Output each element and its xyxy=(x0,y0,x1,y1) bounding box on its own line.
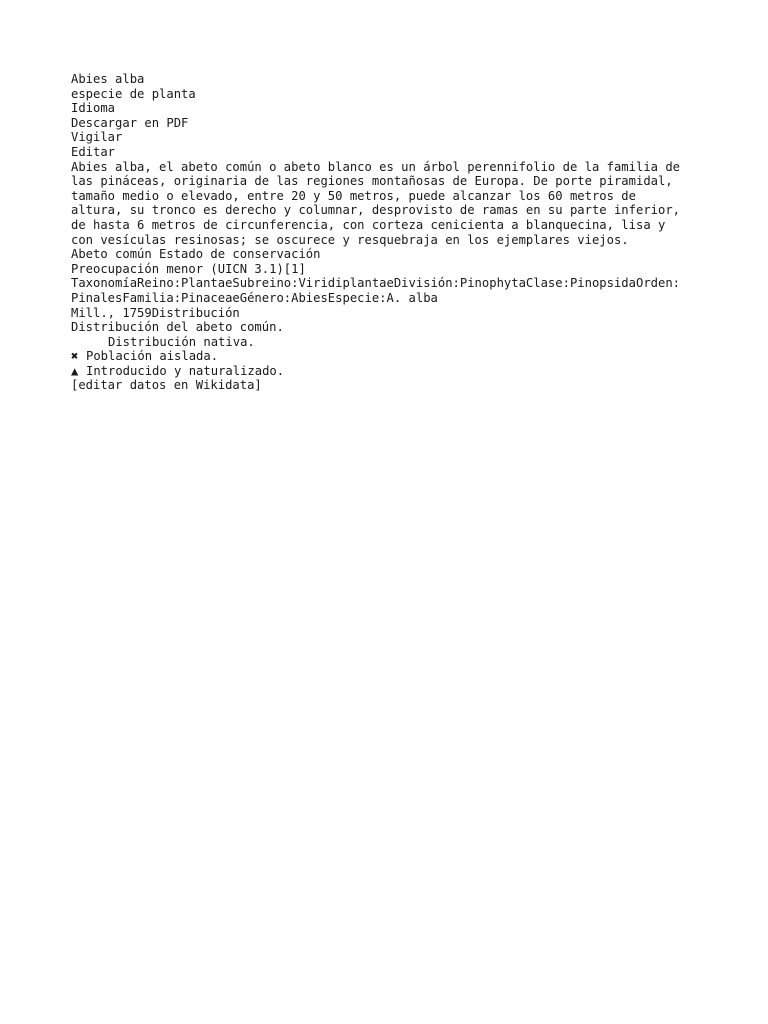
distribution-caption: Distribución del abeto común. xyxy=(71,320,284,335)
taxonomy-line: TaxonomíaReino:PlantaeSubreino:ViridiplantaeDivisión:PinophytaClase:PinopsidaOrden: xyxy=(71,276,681,291)
taxonomy-line: PinalesFamilia:PinaceaeGénero:AbiesEspecie:A. alba xyxy=(71,290,438,305)
legend-isolated xyxy=(71,349,721,364)
triangle-icon: ▲ xyxy=(71,363,79,378)
language-button[interactable]: Idioma xyxy=(71,101,116,116)
intro-line: altura, su tronco es derecho y columnar, desprovisto de ramas en su parte inferior, xyxy=(71,203,681,218)
conservation-status: Preocupación menor (UICN 3.1)[1] xyxy=(71,261,306,276)
legend-native: Distribución nativa. xyxy=(108,334,255,349)
intro-line: con vesículas resinosas; se oscurece y resquebraja en los ejemplares viejos. xyxy=(71,232,629,247)
cross-icon: ✖ xyxy=(71,349,79,364)
page-title: Abies alba xyxy=(71,72,145,86)
page-subtitle: especie de planta xyxy=(71,86,196,101)
infobox-common-name: Abeto común Estado de conservación xyxy=(71,247,321,262)
infobox xyxy=(71,247,721,320)
intro-line: tamaño medio o elevado, entre 20 y 50 metros, puede alcanzar los 60 metros de xyxy=(71,188,636,203)
edit-wikidata-link[interactable]: [editar datos en Wikidata] xyxy=(71,378,262,393)
distribution-legend xyxy=(71,320,721,378)
download-pdf-link[interactable]: Descargar en PDF xyxy=(71,115,189,130)
intro-paragraph xyxy=(71,160,721,248)
article xyxy=(71,72,721,393)
taxonomy-authority: Mill., 1759Distribución xyxy=(71,305,240,320)
legend-isolated-label: Población aislada. xyxy=(86,349,219,364)
edit-link[interactable]: Editar xyxy=(71,144,116,159)
watch-link[interactable]: Vigilar xyxy=(71,130,123,145)
legend-introduced-label: Introducido y naturalizado. xyxy=(86,363,285,378)
intro-line: las pináceas, originaria de las regiones montañosas de Europa. De porte piramidal, xyxy=(71,174,673,189)
intro-line: de hasta 6 metros de circunferencia, con corteza cenicienta a blanquecina, lisa y xyxy=(71,217,666,232)
legend-introduced xyxy=(71,364,721,379)
intro-line: Abies alba, el abeto común o abeto blanco es un árbol perennifolio de la familia de xyxy=(71,159,681,174)
